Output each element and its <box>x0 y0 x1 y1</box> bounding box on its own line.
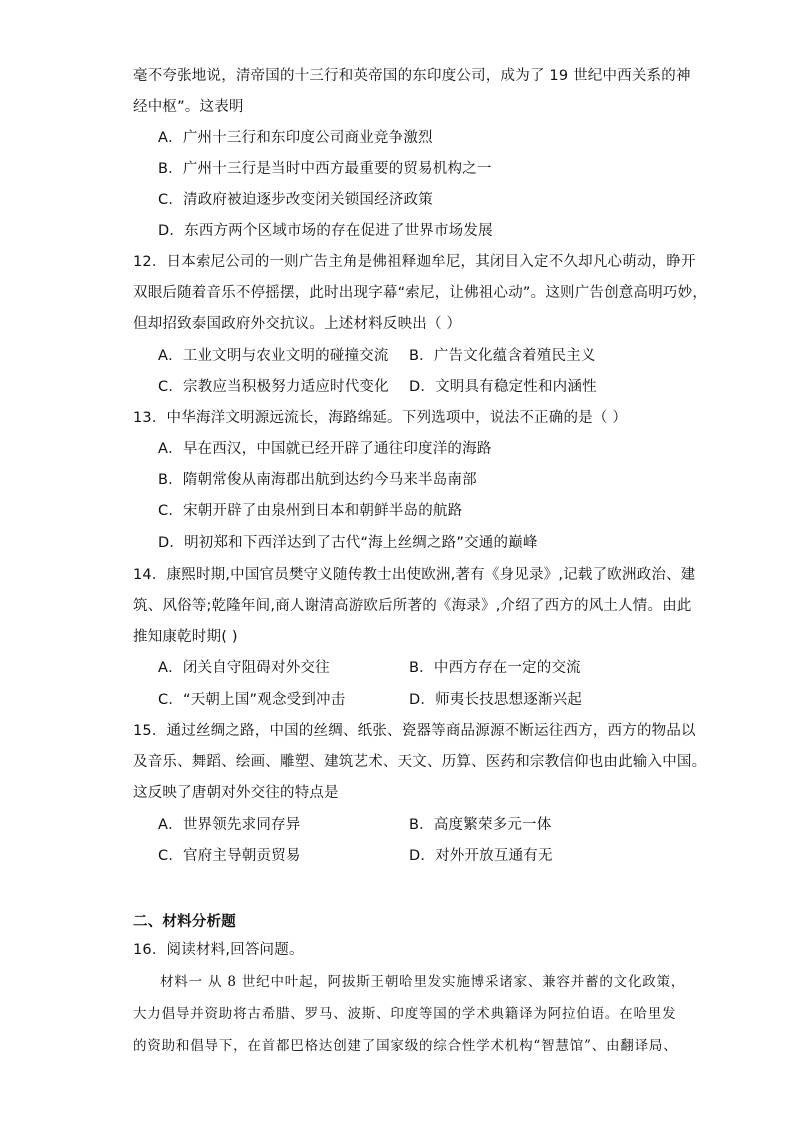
q12-option-b: B．广告文化蕴含着殖民主义 <box>409 348 596 364</box>
q14-option-c: C．“天朝上国”观念受到冲击 <box>158 692 346 708</box>
material-line-1: 材料一 从 8 世纪中叶起，阿拔斯王朝哈里发实施博采诸家、兼容并蓄的文化政策， <box>160 974 686 990</box>
q12-stem-line-3: 但却招致泰国政府外交抗议。上述材料反映出（ ） <box>133 316 462 332</box>
q13-option-d: D．明初郑和下西洋达到了古代“海上丝绸之路”交通的巅峰 <box>158 535 538 551</box>
q15-option-d: D．对外开放互通有无 <box>409 848 553 864</box>
q16-stem: 16．阅读材料,回答问题。 <box>133 942 304 958</box>
q11-stem-line-2: 经中枢”。这表明 <box>133 99 244 115</box>
q12-stem-line-2: 双眼后随着音乐不停摇摆，此时出现字幕“索尼，让佛祖心动”。这则广告创意高明巧妙， <box>133 285 708 301</box>
q15-stem-line-1: 15．通过丝绸之路，中国的丝绸、纸张、瓷器等商品源源不断运往西方，西方的物品以 <box>133 723 696 739</box>
q11-option-c: C．清政府被迫逐步改变闭关锁国经济政策 <box>158 192 433 208</box>
q14-stem-line-3: 推知康乾时期( ) <box>133 629 238 645</box>
material-line-2: 大力倡导并资助将古希腊、罗马、波斯、印度等国的学术典籍译为阿拉伯语。在哈里发 <box>133 1006 677 1022</box>
q14-option-b: B．中西方存在一定的交流 <box>409 660 581 676</box>
q15-option-a: A．世界领先求同存异 <box>158 817 301 833</box>
q11-option-a: A．广州十三行和东印度公司商业竞争激烈 <box>158 130 433 146</box>
q12-option-c: C．宗教应当积极努力适应时代变化 <box>158 379 389 395</box>
q11-option-b: B．广州十三行是当时中西方最重要的贸易机构之一 <box>158 161 492 177</box>
section-heading: 二、材料分析题 <box>133 914 236 930</box>
q15-stem-line-2: 及音乐、舞蹈、绘画、雕塑、建筑艺术、天文、历算、医药和宗教信仰也由此输入中国。 <box>133 754 707 770</box>
q12-option-d: D．文明具有稳定性和内涵性 <box>409 379 597 395</box>
q15-option-c: C．官府主导朝贡贸易 <box>158 848 301 864</box>
q11-stem-line-1: 毫不夸张地说，清帝国的十三行和英帝国的东印度公司，成为了 19 世纪中西关系的神 <box>133 68 691 84</box>
q14-option-d: D．师夷长技思想逐渐兴起 <box>409 692 583 708</box>
q13-option-b: B．隋朝常俊从南海郡出航到达约今马来半岛南部 <box>158 472 477 488</box>
q14-option-a: A．闭关自守阻碍对外交往 <box>158 660 330 676</box>
q12-option-a: A．工业文明与农业文明的碰撞交流 <box>158 348 389 364</box>
q13-stem: 13．中华海洋文明源远流长，海路绵延。下列选项中，说法不正确的是（ ） <box>133 410 628 426</box>
q13-option-c: C．宋朝开辟了由泉州到日本和朝鲜半岛的航路 <box>158 503 463 519</box>
q11-option-d: D．东西方两个区域市场的存在促进了世界市场发展 <box>158 223 493 239</box>
q14-stem-line-2: 筑、风俗等;乾隆年间,商人谢清高游欧后所著的《海录》,介绍了西方的风土人情。由此 <box>133 598 692 614</box>
q13-option-a: A．早在西汉，中国就已经开辟了通往印度洋的海路 <box>158 441 492 457</box>
material-line-3: 的资助和倡导下，在首都巴格达创建了国家级的综合性学术机构“智慧馆”、由翻译局、 <box>133 1038 678 1054</box>
q15-option-b: B．高度繁荣多元一体 <box>409 817 552 833</box>
q12-stem-line-1: 12．日本索尼公司的一则广告主角是佛祖释迦牟尼，其闭目入定不久却凡心萌动，睁开 <box>133 254 696 270</box>
q14-stem-line-1: 14．康熙时期,中国官员樊守义随传教士出使欧洲,著有《身见录》,记载了欧洲政治、建 <box>133 567 696 583</box>
q15-stem-line-3: 这反映了唐朝对外交往的特点是 <box>133 785 339 801</box>
